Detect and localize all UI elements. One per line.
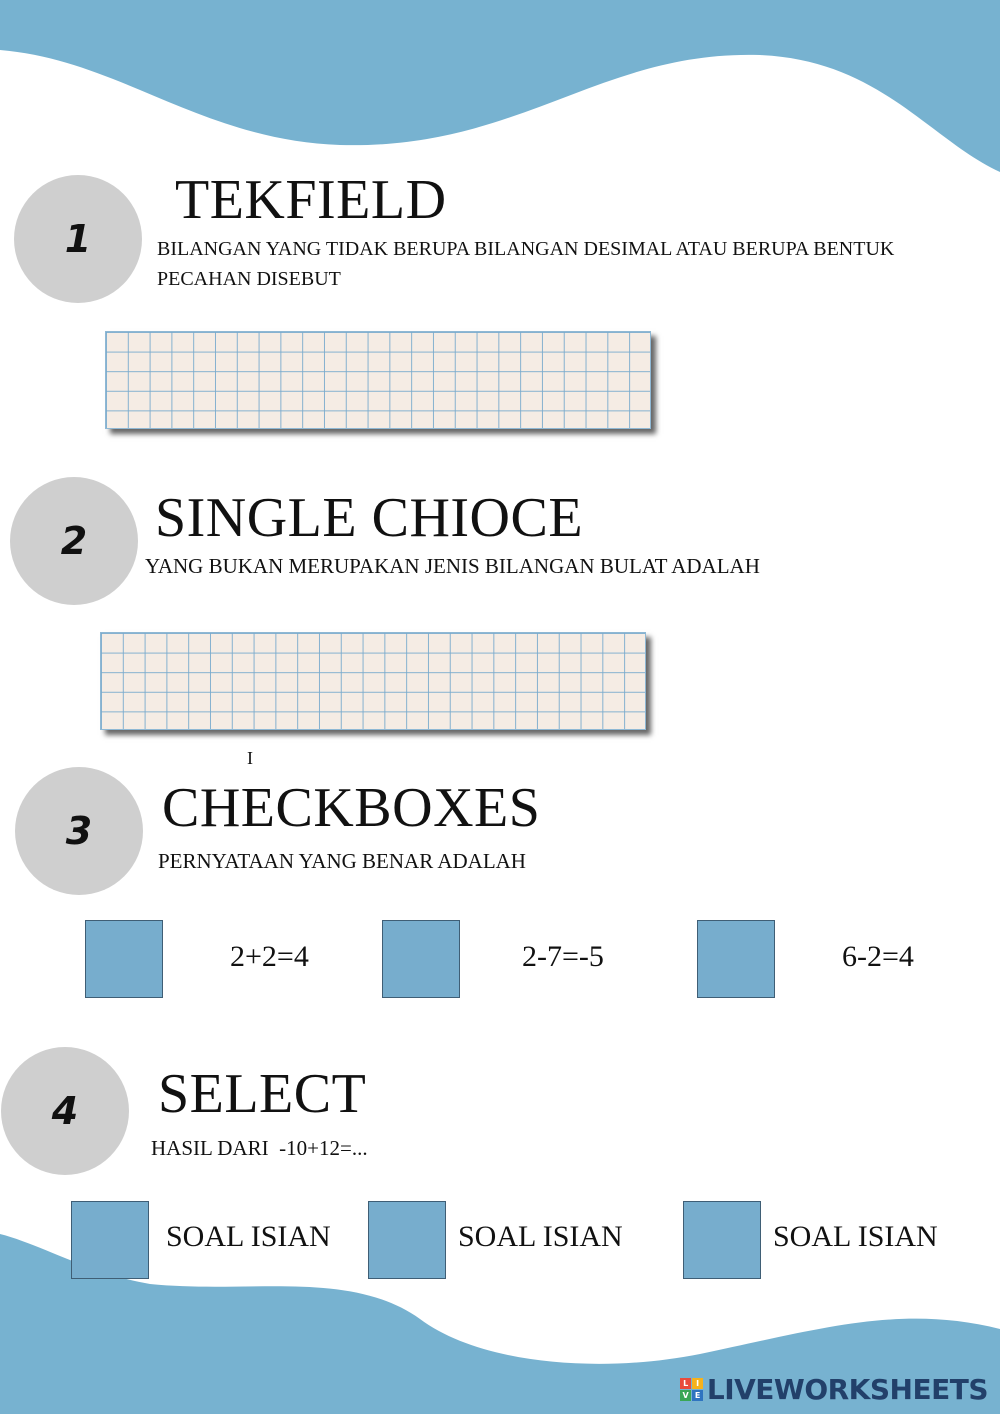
question-number-badge-2 [10, 477, 138, 605]
select-option-1[interactable] [71, 1201, 149, 1279]
question-number-badge-1 [14, 175, 142, 303]
liveworksheets-logo-text: LIVEWORKSHEETS [706, 1373, 988, 1406]
select-option-label-1: SOAL ISIAN [166, 1220, 331, 1253]
select-option-label-2: SOAL ISIAN [458, 1220, 623, 1253]
question-number: 3 [65, 809, 93, 853]
checkbox-option-label-3: 6-2=4 [842, 940, 914, 973]
stray-text-mark: I [247, 748, 253, 768]
section-title-select: SELECT [158, 1063, 367, 1125]
answer-text-field-1[interactable] [105, 331, 651, 429]
liveworksheets-logo [680, 1373, 988, 1406]
section-title-single-choice: SINGLE CHIOCE [155, 487, 584, 549]
checkbox-option-2[interactable] [382, 920, 460, 998]
question-text-1: BILANGAN YANG TIDAK BERUPA BILANGAN DESIMAL ATAU BERUPA BENTUK PECAHAN DISEBUT [157, 238, 895, 290]
question-text-3: PERNYATAAN YANG BENAR ADALAH [158, 849, 526, 873]
question-text-2: YANG BUKAN MERUPAKAN JENIS BILANGAN BULAT ADALAH [145, 554, 760, 578]
checkbox-option-label-1: 2+2=4 [230, 940, 309, 973]
question-number: 1 [64, 217, 92, 261]
answer-dropdown-field-2[interactable] [100, 632, 646, 730]
liveworksheets-logo-icon: L I V E [680, 1378, 703, 1401]
question-number-badge-4 [1, 1047, 129, 1175]
question-number: 2 [60, 519, 88, 563]
checkbox-option-1[interactable] [85, 920, 163, 998]
question-number-badge-3 [15, 767, 143, 895]
checkbox-option-label-2: 2-7=-5 [522, 940, 604, 973]
question-text-4: HASIL DARI -10+12=... [151, 1136, 368, 1160]
top-wave-decoration [0, 0, 1000, 180]
select-option-3[interactable] [683, 1201, 761, 1279]
select-option-2[interactable] [368, 1201, 446, 1279]
section-title-tekfield: TEKFIELD [175, 169, 447, 231]
question-number: 4 [51, 1089, 79, 1133]
section-title-checkboxes: CHECKBOXES [162, 777, 541, 839]
checkbox-option-3[interactable] [697, 920, 775, 998]
select-option-label-3: SOAL ISIAN [773, 1220, 938, 1253]
